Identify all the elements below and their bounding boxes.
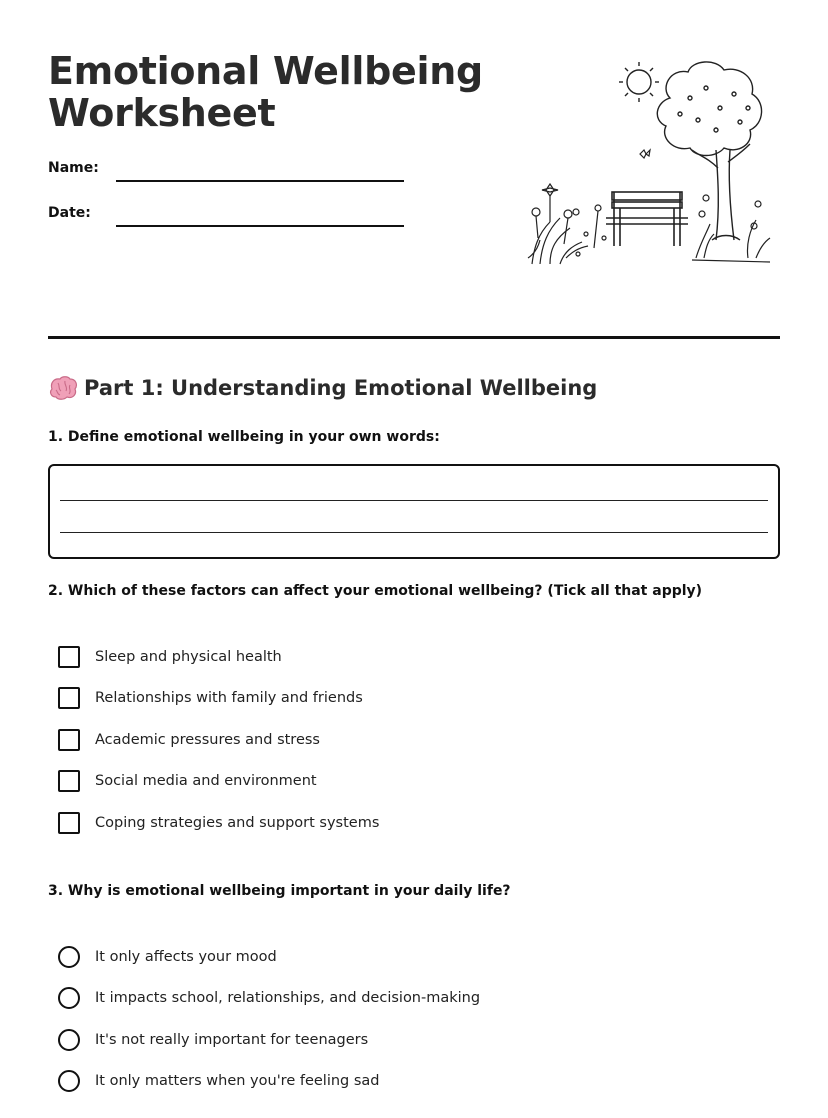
tree-icon (657, 62, 761, 240)
q3-option[interactable] (58, 1028, 368, 1052)
bench-icon (606, 192, 688, 246)
section-divider (48, 336, 780, 339)
question-3: 3. Why is emotional wellbeing important in your daily life? (48, 883, 511, 899)
q3-option[interactable] (58, 1069, 380, 1093)
part1-heading (48, 375, 597, 401)
q2-option[interactable] (58, 686, 363, 710)
question-1: 1. Define emotional wellbeing in your own words: (48, 429, 440, 445)
q2-option-label: Academic pressures and stress (95, 732, 320, 748)
name-field[interactable] (116, 180, 404, 182)
butterfly-icon (640, 150, 650, 158)
q2-checkbox-social-media[interactable] (58, 770, 80, 792)
q1-answer-box[interactable] (48, 464, 780, 559)
question-2: 2. Which of these factors can affect your emotional wellbeing? (Tick all that apply) (48, 583, 703, 599)
q3-radio-mood[interactable] (58, 946, 80, 968)
q2-checkbox-academic[interactable] (58, 729, 80, 751)
part1-heading-text: Part 1: Understanding Emotional Wellbeing (84, 376, 598, 400)
q3-radio-sad[interactable] (58, 1070, 80, 1092)
q2-checkbox-relationships[interactable] (58, 687, 80, 709)
date-label: Date: (48, 205, 91, 221)
sun-icon (619, 62, 659, 102)
name-field-row (48, 160, 408, 190)
q3-radio-not-important[interactable] (58, 1029, 80, 1051)
q1-answer-line-2[interactable] (60, 532, 768, 533)
q1-answer-line-1[interactable] (60, 500, 768, 501)
q2-option-label: Sleep and physical health (95, 649, 282, 665)
q2-checkbox-coping[interactable] (58, 812, 80, 834)
date-field-row (48, 205, 408, 235)
q3-option-label: It impacts school, relationships, and decision-making (95, 990, 481, 1006)
q3-option-label: It only affects your mood (95, 949, 277, 965)
q2-option[interactable] (58, 728, 320, 752)
q2-option[interactable] (58, 811, 379, 835)
page-title: Emotional Wellbeing Worksheet (48, 49, 483, 135)
q3-option-label: It only matters when you're feeling sad (95, 1073, 380, 1089)
q2-option-label: Social media and environment (95, 773, 317, 789)
name-label: Name: (48, 160, 99, 176)
q2-option-label: Coping strategies and support systems (95, 815, 380, 831)
q2-option[interactable] (58, 645, 282, 669)
q2-option-label: Relationships with family and friends (95, 690, 363, 706)
brain-icon (48, 375, 78, 401)
q3-option[interactable] (58, 945, 277, 969)
date-field[interactable] (116, 225, 404, 227)
q3-option[interactable] (58, 986, 480, 1010)
park-illustration (520, 58, 772, 272)
q2-checkbox-sleep[interactable] (58, 646, 80, 668)
q2-option[interactable] (58, 769, 317, 793)
q3-option-label: It's not really important for teenagers (95, 1032, 369, 1048)
q3-radio-impacts[interactable] (58, 987, 80, 1009)
